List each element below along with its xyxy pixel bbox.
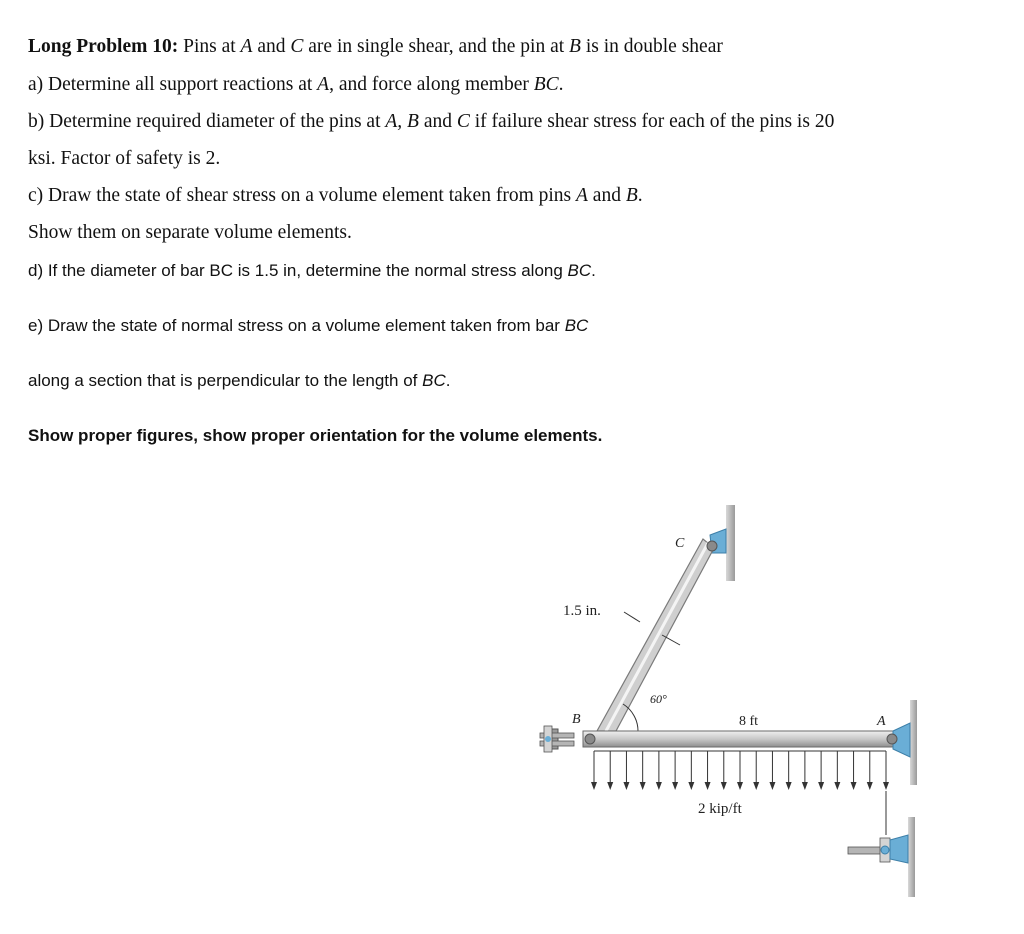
wall-c xyxy=(726,505,735,581)
text: and xyxy=(587,185,626,206)
text: BC xyxy=(567,261,592,280)
part-e xyxy=(28,316,588,336)
text: . xyxy=(591,261,596,280)
text: A xyxy=(240,36,253,57)
load-arrow-head xyxy=(769,782,775,790)
text: along a section that is perpendicular to the length of xyxy=(28,371,423,390)
text: if failure shear stress for each of the pins is 20 xyxy=(469,111,835,132)
load-arrow-head xyxy=(818,782,824,790)
part-c-line-2: Show them on separate volume elements. xyxy=(28,222,352,243)
load-arrow-head xyxy=(834,782,840,790)
load-arrow-head xyxy=(656,782,662,790)
load-arrow-head xyxy=(867,782,873,790)
load-arrow-head xyxy=(753,782,759,790)
part-e-line-2 xyxy=(28,371,450,391)
load-arrow-head xyxy=(786,782,792,790)
label-diameter: 1.5 in. xyxy=(563,603,601,619)
text: are in single shear, and the pin at xyxy=(303,36,570,57)
text: A xyxy=(576,185,588,206)
text: BC xyxy=(564,316,589,335)
load-arrow-head xyxy=(851,782,857,790)
text: A xyxy=(317,74,330,95)
load-arrow-head xyxy=(721,782,727,790)
text: Pins at xyxy=(178,36,241,57)
text: and xyxy=(252,36,291,57)
support-b xyxy=(540,726,574,752)
text: . xyxy=(445,371,451,390)
load-arrow-head xyxy=(737,782,743,790)
part-a xyxy=(28,74,564,96)
text: BC xyxy=(533,74,559,95)
problem-title: Long Problem 10: xyxy=(28,36,179,57)
label-load: 2 kip/ft xyxy=(698,801,742,817)
load-arrow-head xyxy=(623,782,629,790)
text: C xyxy=(290,36,304,57)
part-c xyxy=(28,185,643,207)
label-a: A xyxy=(877,714,886,729)
text: d) If the diameter of bar BC is 1.5 in, determine the normal stress along xyxy=(28,261,568,280)
label-length: 8 ft xyxy=(739,714,759,729)
distributed-load xyxy=(591,751,889,790)
wall-a xyxy=(910,700,917,785)
footer-instruction: Show proper figures, show proper orientation for the volume elements. xyxy=(28,426,603,445)
load-arrow-head xyxy=(672,782,678,790)
text: b) Determine required diameter of the pins at xyxy=(28,111,386,132)
text: B xyxy=(407,111,419,132)
text: A, xyxy=(385,111,403,132)
pin-a xyxy=(887,734,897,744)
text: e) Draw the state of normal stress on a volume element taken from bar xyxy=(28,316,565,335)
text: c) Draw the state of shear stress on a volume element taken from pins xyxy=(28,185,576,206)
part-b-line-2: ksi. Factor of safety is 2. xyxy=(28,148,221,169)
label-b: B xyxy=(572,712,581,727)
part-b xyxy=(28,111,834,133)
part-d xyxy=(28,261,596,281)
text: B xyxy=(569,36,581,57)
diameter-leader xyxy=(624,612,640,622)
label-angle: 60° xyxy=(650,692,667,706)
text: . xyxy=(558,74,564,95)
load-arrow-head xyxy=(640,782,646,790)
text: and xyxy=(418,111,457,132)
pin-c xyxy=(707,541,717,551)
text: C xyxy=(456,111,470,132)
pin-b xyxy=(585,734,595,744)
load-arrow-head xyxy=(591,782,597,790)
load-arrow-head xyxy=(802,782,808,790)
beam-ba xyxy=(583,731,893,747)
text: is in double shear xyxy=(580,36,723,57)
pin-detail xyxy=(848,791,915,897)
problem-statement xyxy=(28,36,723,58)
load-arrow-head xyxy=(607,782,613,790)
text: a) Determine all support reactions at xyxy=(28,74,318,95)
text: , and force along member xyxy=(329,74,534,95)
text: BC xyxy=(422,371,446,390)
load-arrow-head xyxy=(705,782,711,790)
label-c: C xyxy=(675,536,685,551)
text: B xyxy=(625,185,638,206)
load-arrow-head xyxy=(688,782,694,790)
structure-figure xyxy=(520,495,930,915)
load-arrow-head xyxy=(883,782,889,790)
text: . xyxy=(637,185,643,206)
